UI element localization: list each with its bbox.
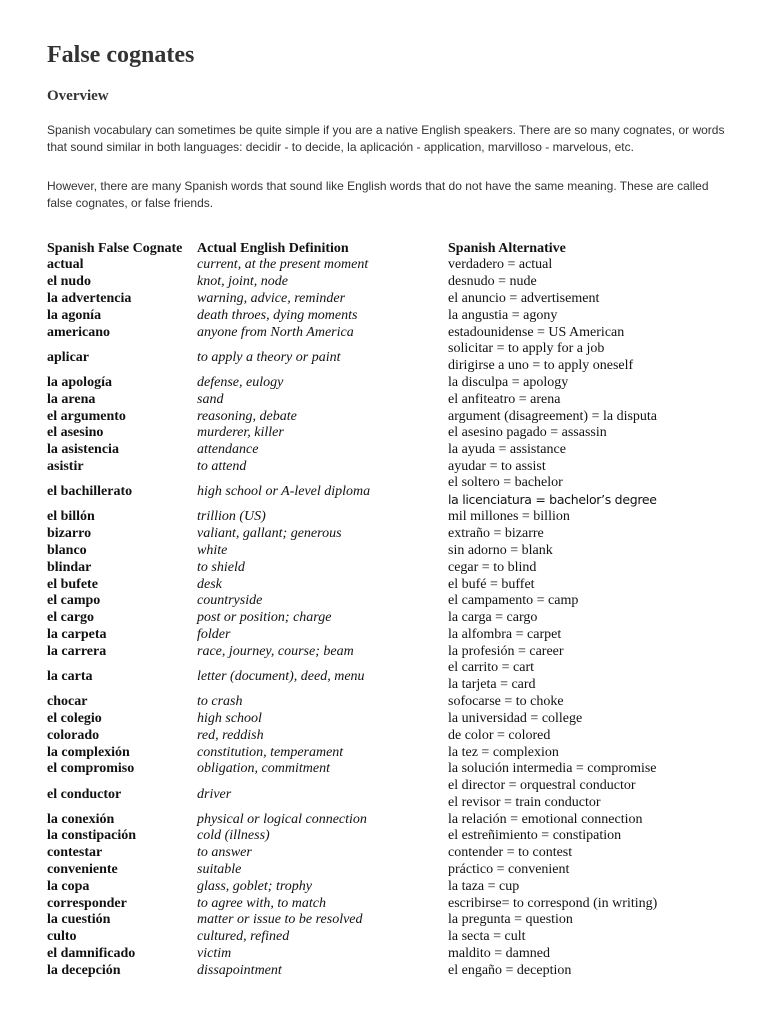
spanish-alternative-line: el estreñimiento = constipation xyxy=(448,828,622,844)
table-row xyxy=(47,576,737,593)
spanish-alternative-line: solicitar = to apply for a job xyxy=(448,340,605,356)
spanish-alternative xyxy=(448,812,737,828)
table-row xyxy=(47,929,737,946)
false-cognate-term: colorado xyxy=(47,727,100,743)
spanish-alternative-line: el director = orquestral conductor xyxy=(448,777,636,793)
table-row xyxy=(47,878,737,895)
english-definition: warning, advice, reminder xyxy=(197,290,346,306)
spanish-alternative xyxy=(448,509,737,525)
spanish-alternative xyxy=(448,475,737,509)
false-cognate-term: bizarro xyxy=(47,526,92,542)
spanish-alternative-line: práctico = convenient xyxy=(448,862,570,878)
english-definition: cold (illness) xyxy=(197,828,270,844)
english-definition: high school xyxy=(197,710,262,726)
english-definition: defense, eulogy xyxy=(197,374,284,390)
table-row xyxy=(47,408,737,425)
spanish-alternative xyxy=(448,593,737,609)
spanish-alternative xyxy=(448,442,737,458)
english-definition: death throes, dying moments xyxy=(197,307,358,323)
false-cognate-term: la cuestión xyxy=(47,912,111,928)
spanish-alternative xyxy=(448,761,737,777)
spanish-alternative xyxy=(448,392,737,408)
false-cognate-term: el argumento xyxy=(47,408,126,424)
false-cognate-term: el bachillerato xyxy=(47,484,133,500)
spanish-alternative xyxy=(448,660,737,694)
table-row xyxy=(47,425,737,442)
false-cognate-term: el cargo xyxy=(47,610,95,626)
spanish-alternative xyxy=(448,325,737,341)
false-cognate-term: la carrera xyxy=(47,643,107,659)
english-definition: dissapointment xyxy=(197,962,282,978)
spanish-alternative xyxy=(448,912,737,928)
spanish-alternative xyxy=(448,946,737,962)
table-row xyxy=(47,845,737,862)
false-cognate-term: la asistencia xyxy=(47,442,119,458)
english-definition: to answer xyxy=(197,845,252,861)
spanish-alternative xyxy=(448,577,737,593)
table-row xyxy=(47,811,737,828)
overview-heading: Overview xyxy=(47,88,109,104)
spanish-alternative xyxy=(448,257,737,273)
spanish-alternative-line: la tez = complexion xyxy=(448,744,559,760)
false-cognate-term: la conexión xyxy=(47,811,115,827)
english-definition: cultured, refined xyxy=(197,929,290,945)
spanish-alternative xyxy=(448,728,737,744)
table-row xyxy=(47,711,737,728)
false-cognate-term: el billón xyxy=(47,509,95,525)
english-definition: to attend xyxy=(197,458,247,474)
false-cognate-term: contestar xyxy=(47,845,103,861)
false-cognate-term: el asesino xyxy=(47,425,104,441)
table-row xyxy=(47,543,737,560)
spanish-alternative xyxy=(448,694,737,710)
spanish-alternative xyxy=(448,711,737,727)
table-row xyxy=(47,643,737,660)
spanish-alternative-line: maldito = damned xyxy=(448,946,550,962)
table-body xyxy=(47,257,737,979)
english-definition: reasoning, debate xyxy=(197,408,297,424)
false-cognate-term: chocar xyxy=(47,694,88,710)
spanish-alternative xyxy=(448,896,737,912)
spanish-alternative xyxy=(448,526,737,542)
spanish-alternative-line: la relación = emotional connection xyxy=(448,811,643,827)
table-row xyxy=(47,509,737,526)
english-definition: folder xyxy=(197,626,231,642)
spanish-alternative-line: desnudo = nude xyxy=(448,274,537,290)
table-row xyxy=(47,761,737,778)
spanish-alternative-line: cegar = to blind xyxy=(448,559,537,575)
false-cognate-term: la agonía xyxy=(47,307,102,323)
false-cognate-term: la decepción xyxy=(47,962,121,978)
spanish-alternative xyxy=(448,879,737,895)
spanish-alternative xyxy=(448,291,737,307)
table-row xyxy=(47,324,737,341)
spanish-alternative-line: dirigirse a uno = to apply oneself xyxy=(448,357,634,373)
false-cognate-term: americano xyxy=(47,324,110,340)
table-row xyxy=(47,257,737,274)
table-row xyxy=(47,744,737,761)
column-header-false-cognate: Spanish False Cognate xyxy=(47,240,183,256)
english-definition: obligation, commitment xyxy=(197,761,330,777)
english-definition: constitution, temperament xyxy=(197,744,344,760)
false-cognate-term: el conductor xyxy=(47,786,122,802)
spanish-alternative-line: estadounidense = US American xyxy=(448,324,625,340)
spanish-alternative-line: la alfombra = carpet xyxy=(448,626,562,642)
false-cognate-term: corresponder xyxy=(47,895,127,911)
false-cognate-term: asistir xyxy=(47,458,84,474)
english-definition: anyone from North America xyxy=(197,324,354,340)
table-row xyxy=(47,912,737,929)
table-row xyxy=(47,660,737,694)
english-definition: knot, joint, node xyxy=(197,274,288,290)
spanish-alternative-line: mil millones = billion xyxy=(448,509,570,525)
table-row xyxy=(47,291,737,308)
table-row xyxy=(47,593,737,610)
spanish-alternative-line: el asesino pagado = assassin xyxy=(448,425,607,441)
english-definition: white xyxy=(197,542,228,558)
table-row xyxy=(47,459,737,476)
english-definition: suitable xyxy=(197,862,242,878)
spanish-alternative-line: la carga = cargo xyxy=(448,610,538,626)
false-cognates-table xyxy=(47,240,737,979)
spanish-alternative xyxy=(448,409,737,425)
page-title: False cognates xyxy=(47,42,195,68)
spanish-alternative xyxy=(448,459,737,475)
table-row xyxy=(47,442,737,459)
english-definition: valiant, gallant; generous xyxy=(197,526,342,542)
table-row xyxy=(47,526,737,543)
spanish-alternative xyxy=(448,745,737,761)
english-definition: sand xyxy=(197,391,224,407)
spanish-alternative-line: el anuncio = advertisement xyxy=(448,290,600,306)
spanish-alternative-line: contender = to contest xyxy=(448,845,573,861)
english-definition: victim xyxy=(197,946,232,962)
table-row xyxy=(47,274,737,291)
english-definition: red, reddish xyxy=(197,727,264,743)
english-definition: to shield xyxy=(197,559,245,575)
false-cognate-term: el colegio xyxy=(47,710,102,726)
false-cognate-term: blanco xyxy=(47,542,87,558)
table-row xyxy=(47,828,737,845)
false-cognate-term: el damnificado xyxy=(47,946,136,962)
spanish-alternative-line: la disculpa = apology xyxy=(448,374,569,390)
spanish-alternative xyxy=(448,778,737,812)
english-definition: glass, goblet; trophy xyxy=(197,878,312,894)
false-cognate-term: el compromiso xyxy=(47,761,135,777)
false-cognate-term: blindar xyxy=(47,559,92,575)
spanish-alternative-line: la profesión = career xyxy=(448,643,564,659)
spanish-alternative-line: ayudar = to assist xyxy=(448,458,546,474)
table-row xyxy=(47,694,737,711)
spanish-alternative-line: la taza = cup xyxy=(448,878,520,894)
table-row xyxy=(47,962,737,979)
column-header-english-definition: Actual English Definition xyxy=(197,240,349,256)
false-cognate-term: la constipación xyxy=(47,828,137,844)
spanish-alternative xyxy=(448,610,737,626)
spanish-alternative xyxy=(448,644,737,660)
english-definition: matter or issue to be resolved xyxy=(197,912,363,928)
english-definition: to agree with, to match xyxy=(197,895,326,911)
spanish-alternative xyxy=(448,560,737,576)
table-row xyxy=(47,946,737,963)
false-cognate-term: la advertencia xyxy=(47,290,132,306)
spanish-alternative-line: sofocarse = to choke xyxy=(448,694,564,710)
table-row xyxy=(47,391,737,408)
spanish-alternative xyxy=(448,308,737,324)
spanish-alternative xyxy=(448,862,737,878)
spanish-alternative-line: la pregunta = question xyxy=(448,912,573,928)
spanish-alternative-line: el anfiteatro = arena xyxy=(448,391,561,407)
spanish-alternative-line: de color = colored xyxy=(448,727,551,743)
table-row xyxy=(47,727,737,744)
spanish-alternative-line: la ayuda = assistance xyxy=(448,442,566,458)
spanish-alternative-line: la secta = cult xyxy=(448,929,526,945)
spanish-alternative xyxy=(448,845,737,861)
table-row xyxy=(47,778,737,812)
false-cognate-term: la copa xyxy=(47,878,90,894)
table-row xyxy=(47,610,737,627)
spanish-alternative xyxy=(448,627,737,643)
spanish-alternative-line: la universidad = college xyxy=(448,710,583,726)
english-definition: to crash xyxy=(197,694,243,710)
spanish-alternative-line: el carrito = cart xyxy=(448,660,535,676)
table-row xyxy=(47,559,737,576)
false-cognate-term: actual xyxy=(47,257,84,273)
table-row xyxy=(47,475,737,509)
false-cognate-term: aplicar xyxy=(47,349,89,365)
table-row xyxy=(47,862,737,879)
false-cognate-term: la carta xyxy=(47,668,93,684)
english-definition: murderer, killer xyxy=(197,425,284,441)
false-cognate-term: la carpeta xyxy=(47,626,107,642)
spanish-alternative-line: la solución intermedia = compromise xyxy=(448,761,657,777)
spanish-alternative-line: la licenciatura = bachelor’s degree xyxy=(448,492,657,508)
false-friends-paragraph: However, there are many Spanish words that sound like English words that do not have the same meaning. These are called false cognates, or false friends. xyxy=(47,179,709,210)
spanish-alternative-line: el campamento = camp xyxy=(448,593,579,609)
english-definition: attendance xyxy=(197,442,259,458)
english-definition: desk xyxy=(197,576,222,592)
false-cognate-term: culto xyxy=(47,929,77,945)
spanish-alternative-line: sin adorno = blank xyxy=(448,542,553,558)
spanish-alternative-line: el soltero = bachelor xyxy=(448,475,563,491)
english-definition: current, at the present moment xyxy=(197,257,369,273)
spanish-alternative-line: el revisor = train conductor xyxy=(448,794,601,810)
english-definition: trillion (US) xyxy=(197,509,266,525)
spanish-alternative-line: argument (disagreement) = la disputa xyxy=(448,408,658,424)
english-definition: letter (document), deed, menu xyxy=(197,668,365,684)
table-row xyxy=(47,895,737,912)
spanish-alternative-line: la tarjeta = card xyxy=(448,676,536,692)
english-definition: high school or A-level diploma xyxy=(197,484,371,500)
spanish-alternative xyxy=(448,929,737,945)
spanish-alternative-line: el bufé = buffet xyxy=(448,576,535,592)
false-cognate-term: el bufete xyxy=(47,576,98,592)
english-definition: race, journey, course; beam xyxy=(197,643,354,659)
table-row xyxy=(47,375,737,392)
column-header-spanish-alternative: Spanish Alternative xyxy=(448,240,566,256)
spanish-alternative xyxy=(448,274,737,290)
spanish-alternative xyxy=(448,425,737,441)
table-row xyxy=(47,307,737,324)
spanish-alternative-line: escribirse= to correspond (in writing) xyxy=(448,895,658,911)
spanish-alternative-line: verdadero = actual xyxy=(448,257,553,273)
table-row xyxy=(47,627,737,644)
english-definition: countryside xyxy=(197,593,263,609)
false-cognate-term: la apología xyxy=(47,374,112,390)
false-cognate-term: el nudo xyxy=(47,274,91,290)
spanish-alternative xyxy=(448,963,737,979)
spanish-alternative-line: la angustia = agony xyxy=(448,307,558,323)
false-cognate-term: la complexión xyxy=(47,744,130,760)
intro-paragraph: Spanish vocabulary can sometimes be quite simple if you are a native English speakers. There are so many cognates, or words that sound similar in both languages: decidir - to decide, la aplicación - application, marvilloso - marvelous, etc. xyxy=(47,123,725,154)
spanish-alternative xyxy=(448,828,737,844)
spanish-alternative xyxy=(448,543,737,559)
spanish-alternative-line: el engaño = deception xyxy=(448,962,572,978)
english-definition: physical or logical connection xyxy=(197,811,367,827)
english-definition: post or position; charge xyxy=(197,610,332,626)
table-header-row xyxy=(47,240,737,257)
spanish-alternative xyxy=(448,375,737,391)
spanish-alternative-line: extraño = bizarre xyxy=(448,526,544,542)
false-cognate-term: conveniente xyxy=(47,862,118,878)
false-cognate-term: la arena xyxy=(47,391,96,407)
english-definition: driver xyxy=(197,786,232,802)
english-definition: to apply a theory or paint xyxy=(197,349,341,365)
table-row xyxy=(47,341,737,375)
false-cognate-term: el campo xyxy=(47,593,101,609)
spanish-alternative xyxy=(448,341,737,375)
